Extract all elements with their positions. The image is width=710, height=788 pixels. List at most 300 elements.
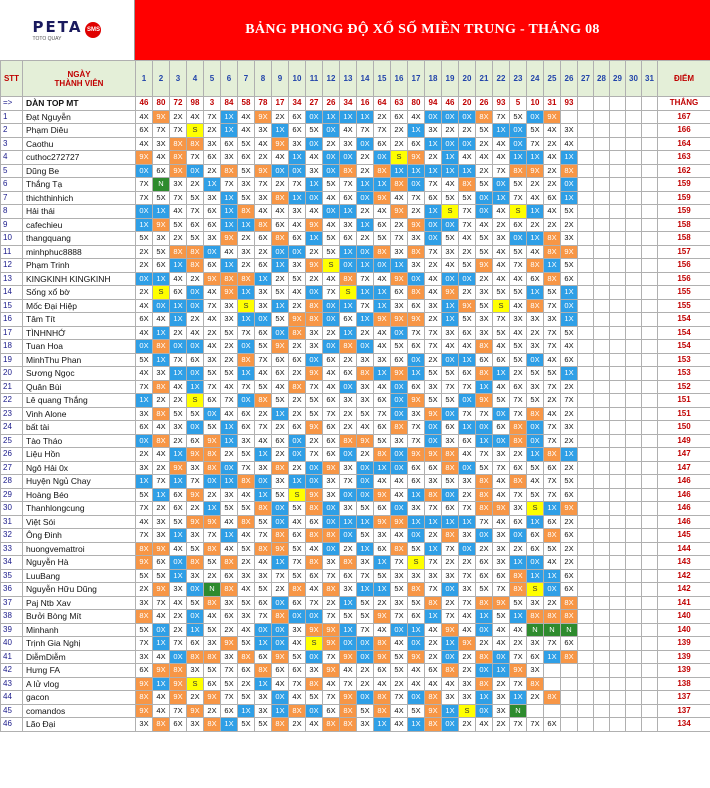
empty-cell [561,704,578,718]
member-stt: 10 [1,232,23,246]
result-cell: 9X [510,664,527,678]
result-cell: 3X [204,637,221,651]
empty-cell [642,164,658,178]
result-cell: 7X [544,434,561,448]
result-cell: 2X [544,137,561,151]
member-name: Ngô Hải 0x [23,461,136,475]
result-cell: 7X [544,488,561,502]
member-points: 167 [658,110,710,124]
result-cell: 9X [408,151,425,165]
result-cell: 6X [255,232,272,246]
empty-cell [610,448,626,462]
member-stt: 45 [1,704,23,718]
empty-cell [594,569,610,583]
empty-cell [610,110,626,124]
result-cell: 4X [442,178,459,192]
result-cell: 7X [153,124,170,138]
result-cell: 5X [561,326,578,340]
member-name: Phạm Diêu [23,124,136,138]
member-name: Mốc Đại Hiệp [23,299,136,313]
result-cell: 6X [187,353,204,367]
result-cell: 3X [391,569,408,583]
result-cell: 0X [289,610,306,624]
result-cell: 8X [510,569,527,583]
result-cell: 1X [170,569,187,583]
result-cell: 1X [442,515,459,529]
empty-cell [610,664,626,678]
empty-cell [626,259,642,273]
result-cell: 0X [204,407,221,421]
empty-cell [578,434,594,448]
top-row-value: 46 [136,97,153,111]
empty-cell [626,367,642,381]
empty-cell [578,380,594,394]
empty-cell [578,367,594,381]
result-cell: S [391,151,408,165]
result-cell: 7X [323,610,340,624]
result-cell: 3X [527,340,544,354]
result-cell: 0X [272,623,289,637]
empty-cell [610,637,626,651]
result-cell: 1X [527,232,544,246]
result-cell: 8X [476,110,493,124]
member-points: 159 [658,178,710,192]
result-cell: 2X [459,664,476,678]
result-cell: S [493,299,510,313]
result-cell: 3X [459,475,476,489]
result-cell: 0X [476,191,493,205]
empty-cell [626,542,642,556]
result-cell: 4X [493,245,510,259]
result-cell: 9X [272,542,289,556]
empty-cell [594,380,610,394]
top-row-value: 17 [272,97,289,111]
result-cell: 0X [340,637,357,651]
result-cell: 2X [459,286,476,300]
result-cell: 2X [357,164,374,178]
result-cell: 4X [306,151,323,165]
result-cell: 1X [340,596,357,610]
member-stt: 43 [1,677,23,691]
empty-cell [626,502,642,516]
result-cell: 2X [374,596,391,610]
col-day-9: 9 [272,61,289,97]
empty-cell [642,340,658,354]
result-cell: 3X [561,421,578,435]
result-cell: 6X [136,313,153,327]
result-cell: 3X [527,596,544,610]
result-cell: 2X [391,124,408,138]
result-cell: 3X [306,664,323,678]
result-cell: 0X [425,434,442,448]
result-cell: 5X [391,650,408,664]
result-cell: 1X [425,137,442,151]
result-cell: 9X [170,164,187,178]
col-day-11: 11 [306,61,323,97]
result-cell: 7X [493,110,510,124]
result-cell: 5X [561,259,578,273]
result-cell: 3X [238,569,255,583]
result-cell: 8X [170,664,187,678]
result-cell: 1X [272,556,289,570]
result-cell: 4X [272,380,289,394]
result-cell: 3X [527,664,544,678]
result-cell: 3X [255,461,272,475]
result-cell: 0X [391,380,408,394]
result-cell: 9X [391,205,408,219]
result-cell: 2X [153,394,170,408]
empty-cell [594,272,610,286]
result-cell: 9X [153,583,170,597]
result-cell: 1X [204,178,221,192]
result-cell: 6X [323,421,340,435]
result-cell: 1X [323,110,340,124]
result-cell: 0X [357,340,374,354]
result-cell: 1X [170,299,187,313]
member-points: 154 [658,313,710,327]
col-day-27: 27 [578,61,594,97]
result-cell: 0X [306,650,323,664]
result-cell: 8X [408,286,425,300]
empty-cell [626,664,642,678]
result-cell: 0X [323,151,340,165]
result-cell: 0X [391,326,408,340]
empty-cell [642,583,658,597]
result-cell: 0X [272,515,289,529]
result-cell: 8X [272,461,289,475]
result-cell: 9X [374,488,391,502]
result-cell: 7X [510,394,527,408]
result-cell: 7X [408,421,425,435]
result-cell: 0X [170,650,187,664]
member-points: 139 [658,637,710,651]
result-cell: 0X [544,583,561,597]
result-cell: 4X [391,637,408,651]
empty-cell [610,502,626,516]
empty-cell [626,461,642,475]
member-name: Nguyễn Hà [23,556,136,570]
result-cell: 2X [289,367,306,381]
result-cell: 8X [340,272,357,286]
member-row [1,272,710,286]
result-cell: 9X [340,691,357,705]
result-cell: 8X [425,488,442,502]
result-cell: 5X [374,232,391,246]
header [0,0,710,60]
member-name: Ông Đinh [23,529,136,543]
result-cell: 7X [425,245,442,259]
result-cell: 8X [476,475,493,489]
result-cell: 0X [493,650,510,664]
result-cell: 2X [272,421,289,435]
result-cell: 8X [255,218,272,232]
col-stt: STT [1,61,23,97]
result-cell: 3X [442,691,459,705]
member-points: 150 [658,421,710,435]
result-cell: 1X [136,218,153,232]
result-cell: 7X [136,380,153,394]
result-cell: 4X [493,515,510,529]
result-cell: 5X [476,245,493,259]
result-cell: 2X [357,677,374,691]
result-cell: 1X [221,529,238,543]
result-cell: 8X [561,164,578,178]
col-day-4: 4 [187,61,204,97]
result-cell: 7X [170,124,187,138]
result-cell: 2X [204,326,221,340]
result-cell: 6X [272,218,289,232]
empty-cell [626,596,642,610]
result-cell: 5X [136,232,153,246]
result-cell: 6X [391,110,408,124]
result-cell: 6X [306,569,323,583]
result-cell: 7X [306,448,323,462]
empty-cell [594,677,610,691]
result-cell: 3X [442,245,459,259]
result-cell: N [153,178,170,192]
result-cell: 6X [544,515,561,529]
result-cell: 0X [391,502,408,516]
result-cell: 6X [408,461,425,475]
empty-cell [642,326,658,340]
result-cell: 2X [306,245,323,259]
result-cell: 2X [187,272,204,286]
member-name: Đạt Nguyễn [23,110,136,124]
result-cell: 6X [459,434,476,448]
result-cell: 7X [442,542,459,556]
result-cell: 1X [357,218,374,232]
result-cell: 4X [289,286,306,300]
result-cell: 0X [391,623,408,637]
result-cell: 6X [204,218,221,232]
result-cell: 1X [306,232,323,246]
empty-cell [610,326,626,340]
empty-cell [642,178,658,192]
result-cell: 2X [187,502,204,516]
result-cell: 8X [510,475,527,489]
member-name: Thắng Tạ [23,178,136,192]
empty-cell [594,110,610,124]
empty-cell [594,421,610,435]
empty-cell [578,353,594,367]
result-cell: 2X [459,556,476,570]
result-cell: 6X [374,421,391,435]
empty-cell [626,340,642,354]
result-cell: 5X [357,502,374,516]
result-cell: 6X [408,299,425,313]
result-cell: 1X [510,151,527,165]
result-cell: 8X [289,380,306,394]
empty-cell [578,542,594,556]
member-stt: 12 [1,259,23,273]
result-cell: 9X [187,515,204,529]
result-cell: 2X [136,583,153,597]
result-cell: 4X [238,488,255,502]
member-row [1,124,710,138]
result-cell: 8X [272,232,289,246]
result-cell: 0X [340,448,357,462]
result-cell: 9X [289,313,306,327]
result-cell: 2X [510,637,527,651]
empty-cell [642,110,658,124]
result-cell: 9X [425,704,442,718]
result-cell: 8X [476,650,493,664]
result-cell: 7X [187,205,204,219]
result-cell: 6X [561,583,578,597]
result-cell: 8X [204,448,221,462]
result-cell: 6X [408,340,425,354]
empty-cell [626,164,642,178]
member-name: LuuBang [23,569,136,583]
result-cell: 2X [425,151,442,165]
result-cell: 6X [561,529,578,543]
empty-cell [610,569,626,583]
result-cell: 1X [238,286,255,300]
result-cell: 8X [340,704,357,718]
result-cell: 1X [459,353,476,367]
empty-cell [610,272,626,286]
empty-cell [626,610,642,624]
top-row-value: 93 [493,97,510,111]
result-cell: 5X [255,583,272,597]
result-cell: 4X [357,421,374,435]
result-cell: 6X [425,461,442,475]
result-cell: 1X [340,299,357,313]
result-cell: 6X [238,407,255,421]
empty-cell [626,515,642,529]
result-cell: N [510,704,527,718]
result-cell: 0X [374,259,391,273]
empty-cell [626,286,642,300]
result-cell: 5X [238,637,255,651]
result-cell: 8X [238,650,255,664]
result-cell: 1X [493,191,510,205]
col-day-17: 17 [408,61,425,97]
result-cell: 9X [442,286,459,300]
result-cell: 7X [187,475,204,489]
result-cell: 8X [306,299,323,313]
member-stt: 21 [1,380,23,394]
result-cell: 2X [476,137,493,151]
empty-cell [642,191,658,205]
result-cell: 3X [374,529,391,543]
empty-cell [594,97,610,111]
result-cell: 4X [289,637,306,651]
empty-cell [626,407,642,421]
result-cell: 3X [510,313,527,327]
result-cell: 6X [153,259,170,273]
result-cell: 0X [289,434,306,448]
result-cell: 7X [374,124,391,138]
result-cell: 4X [391,704,408,718]
result-cell: 4X [238,583,255,597]
result-cell: 7X [442,610,459,624]
result-cell: 1X [340,623,357,637]
result-cell: 6X [323,434,340,448]
result-cell: 7X [323,407,340,421]
result-cell: 0X [272,691,289,705]
result-cell: 8X [306,556,323,570]
result-cell: 4X [544,124,561,138]
result-cell: 2X [527,178,544,192]
col-day-8: 8 [255,61,272,97]
empty-cell [626,394,642,408]
member-row [1,637,710,651]
top-row-value: 94 [425,97,442,111]
result-cell: 4X [459,340,476,354]
member-points: 159 [658,191,710,205]
result-cell: 9X [408,394,425,408]
result-cell: 5X [442,475,459,489]
result-cell: 0X [170,556,187,570]
result-cell: 6X [493,353,510,367]
empty-cell [594,664,610,678]
empty-cell [642,691,658,705]
result-cell: 7X [544,340,561,354]
result-cell: 0X [408,691,425,705]
result-cell: 7X [136,191,153,205]
empty-cell [642,650,658,664]
result-cell: 5X [136,569,153,583]
result-cell: 6X [340,367,357,381]
result-cell: 9X [204,272,221,286]
result-cell: 4X [493,205,510,219]
result-cell: 6X [561,569,578,583]
result-cell: 3X [544,313,561,327]
result-cell: 3X [476,286,493,300]
result-cell: 1X [170,313,187,327]
result-cell: 7X [459,205,476,219]
result-cell: 1X [374,556,391,570]
result-cell: 7X [306,380,323,394]
result-cell: 6X [459,326,476,340]
result-cell: 6X [204,151,221,165]
result-cell: 1X [425,610,442,624]
result-cell: 1X [272,124,289,138]
result-cell: 6X [255,326,272,340]
result-cell: 0X [323,502,340,516]
result-cell: 5X [510,286,527,300]
result-cell: 7X [221,664,238,678]
empty-cell [642,245,658,259]
result-cell: 7X [459,380,476,394]
result-cell: 7X [340,475,357,489]
result-cell: 5X [527,124,544,138]
result-cell: 1X [391,164,408,178]
result-cell: 2X [187,313,204,327]
result-cell: 4X [391,191,408,205]
result-cell: 6X [204,259,221,273]
member-stt: 31 [1,515,23,529]
result-cell: 3X [323,475,340,489]
result-cell: 6X [170,502,187,516]
result-cell: 4X [255,367,272,381]
result-cell: 8X [442,529,459,543]
member-stt: 17 [1,326,23,340]
empty-cell [610,650,626,664]
result-cell: 3X [442,434,459,448]
result-cell: 2X [510,542,527,556]
result-cell: 2X [442,556,459,570]
member-name: thangquang [23,232,136,246]
result-cell: 0X [323,313,340,327]
member-stt: 33 [1,542,23,556]
result-cell: 4X [459,151,476,165]
result-cell: 7X [238,326,255,340]
result-cell: 6X [136,421,153,435]
result-cell: 8X [187,556,204,570]
result-cell: 2X [357,205,374,219]
